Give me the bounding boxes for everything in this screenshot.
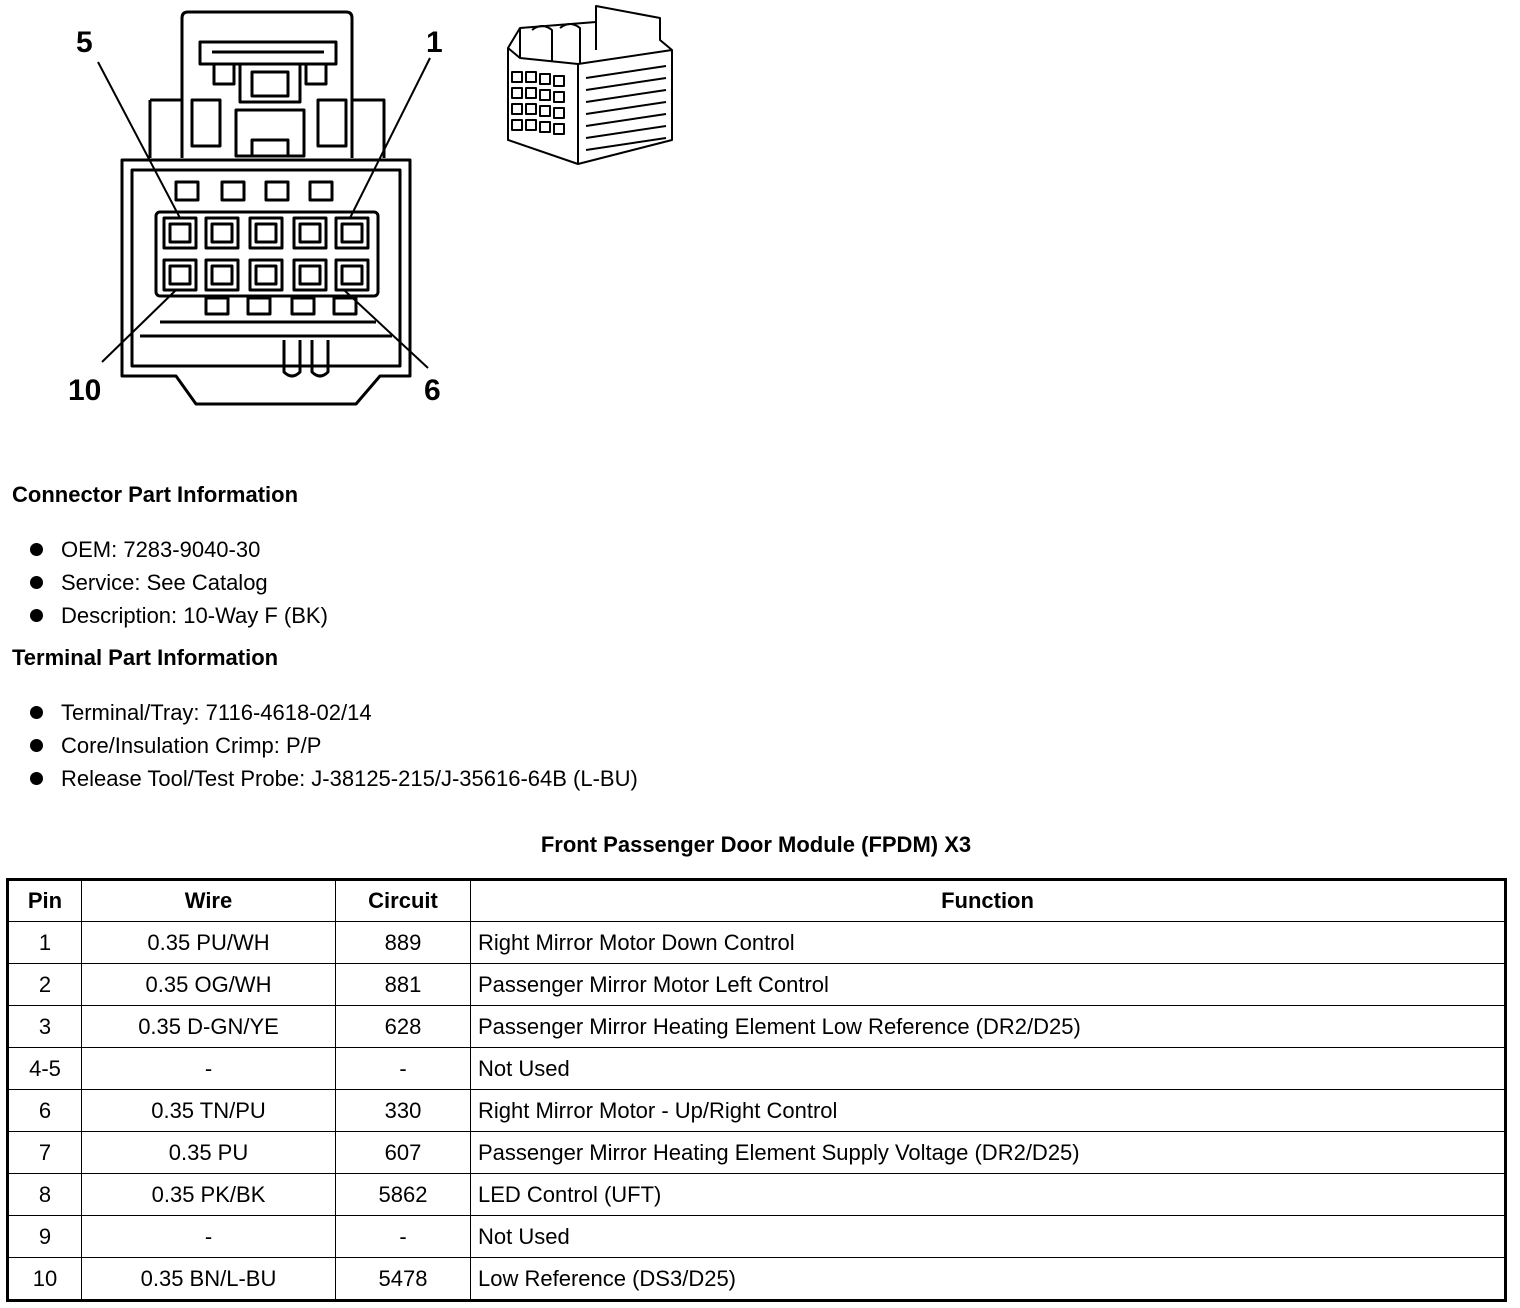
table-row [8,1132,1506,1174]
cell-circuit: 628 [336,1006,471,1048]
list-item [30,729,638,762]
terminal-info-list [30,696,638,795]
header-wire: Wire [82,880,336,922]
bullet-icon [30,576,43,589]
cell-wire: - [82,1048,336,1090]
cell-pin: 9 [8,1216,82,1258]
connector-info-list [30,533,328,632]
cell-circuit: 889 [336,922,471,964]
table-row [8,1258,1506,1301]
cell-circuit: 5862 [336,1174,471,1216]
list-item-text: OEM: 7283-9040-30 [61,537,261,562]
bullet-icon [30,543,43,556]
pin-label-6: 6 [424,374,441,407]
list-item [30,762,638,795]
cell-function: Passenger Mirror Heating Element Supply Voltage (DR2/D25) [471,1132,1506,1174]
cell-function: Not Used [471,1216,1506,1258]
pin-label-10: 10 [68,374,102,407]
cell-circuit: - [336,1216,471,1258]
cell-function: Right Mirror Motor - Up/Right Control [471,1090,1506,1132]
cell-wire: 0.35 PU/WH [82,922,336,964]
cell-pin: 10 [8,1258,82,1301]
cell-function: Right Mirror Motor Down Control [471,922,1506,964]
cell-wire: 0.35 TN/PU [82,1090,336,1132]
pinout-table [6,878,1507,1302]
cell-circuit: - [336,1048,471,1090]
bullet-icon [30,739,43,752]
table-row [8,1216,1506,1258]
connector-diagram [0,0,700,420]
cell-wire: - [82,1216,336,1258]
cell-function: Passenger Mirror Heating Element Low Reference (DR2/D25) [471,1006,1506,1048]
list-item-text: Terminal/Tray: 7116-4618-02/14 [61,700,372,725]
cell-function: LED Control (UFT) [471,1174,1506,1216]
cell-function: Not Used [471,1048,1506,1090]
list-item [30,533,328,566]
cell-pin: 7 [8,1132,82,1174]
cell-function: Passenger Mirror Motor Left Control [471,964,1506,1006]
cell-function: Low Reference (DS3/D25) [471,1258,1506,1301]
table-row [8,1174,1506,1216]
header-pin: Pin [8,880,82,922]
list-item [30,696,638,729]
cell-pin: 6 [8,1090,82,1132]
list-item [30,599,328,632]
bullet-icon [30,706,43,719]
pin-label-5: 5 [76,26,93,59]
cell-wire: 0.35 D-GN/YE [82,1006,336,1048]
pin-label-1: 1 [426,26,443,59]
table-row [8,964,1506,1006]
cell-pin: 1 [8,922,82,964]
table-header-row [8,880,1506,922]
connector-isometric-view [508,6,672,164]
cell-circuit: 607 [336,1132,471,1174]
list-item-text: Core/Insulation Crimp: P/P [61,733,322,758]
header-function: Function [471,880,1506,922]
table-title: Front Passenger Door Module (FPDM) X3 [540,832,972,857]
bullet-icon [30,772,43,785]
cell-wire: 0.35 PK/BK [82,1174,336,1216]
list-item-text: Release Tool/Test Probe: J-38125-215/J-35616-64B (L-BU) [61,766,638,791]
header-circuit: Circuit [336,880,471,922]
bullet-icon [30,609,43,622]
table-row [8,922,1506,964]
cell-wire: 0.35 BN/L-BU [82,1258,336,1301]
connector-info-heading: Connector Part Information [12,482,299,507]
table-row [8,1048,1506,1090]
cell-pin: 3 [8,1006,82,1048]
cell-wire: 0.35 PU [82,1132,336,1174]
list-item-text: Service: See Catalog [61,570,268,595]
list-item [30,566,328,599]
cell-circuit: 5478 [336,1258,471,1301]
cell-pin: 2 [8,964,82,1006]
table-row [8,1006,1506,1048]
cell-circuit: 330 [336,1090,471,1132]
list-item-text: Description: 10-Way F (BK) [61,603,328,628]
cell-wire: 0.35 OG/WH [82,964,336,1006]
table-row [8,1090,1506,1132]
cell-circuit: 881 [336,964,471,1006]
cell-pin: 8 [8,1174,82,1216]
terminal-info-heading: Terminal Part Information [12,645,279,670]
cell-pin: 4-5 [8,1048,82,1090]
